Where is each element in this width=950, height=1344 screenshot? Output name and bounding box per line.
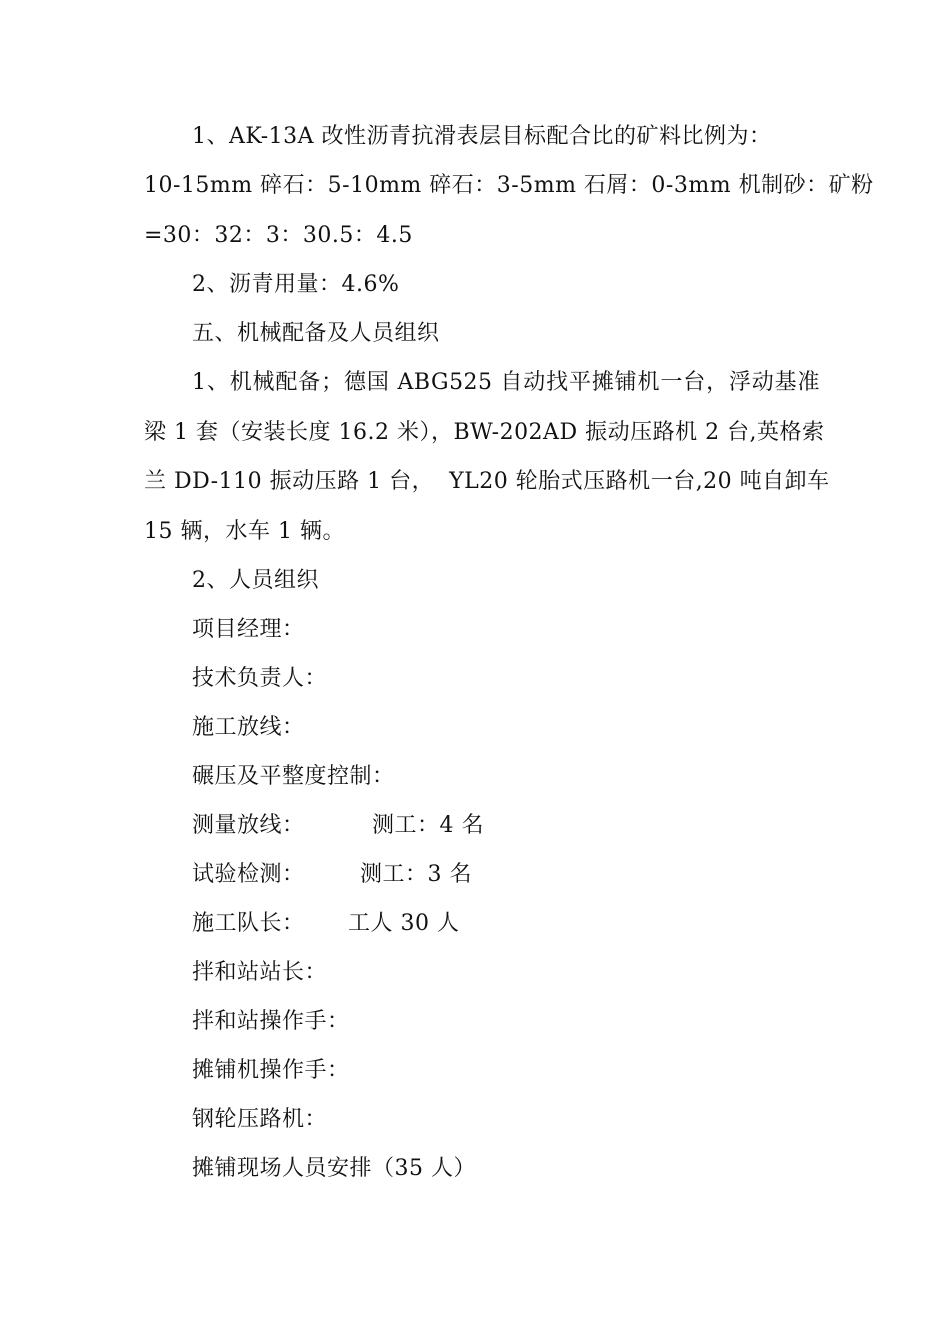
equipment-paragraph-line2: 梁 1 套（安装长度 16.2 米），BW-202AD 振动压路机 2 台,英格索 (144, 420, 825, 445)
equipment-paragraph-line3: 兰 DD-110 振动压路 1 台， YL20 轮胎式压路机一台,20 吨自卸车 (144, 469, 830, 494)
staff-paver-operator: 摊铺机操作手： (192, 1058, 350, 1083)
staff-testing-label: 试验检测： (192, 862, 305, 887)
staff-project-manager: 项目经理： (192, 617, 305, 642)
staff-team-leader-label: 施工队长： (192, 911, 305, 936)
section-title-equipment-staff: 五、机械配备及人员组织 (192, 321, 440, 346)
staff-steel-roller: 钢轮压路机： (192, 1107, 328, 1132)
staff-survey-label: 测量放线： (192, 813, 305, 838)
staff-mixing-operator: 拌和站操作手： (192, 1009, 350, 1034)
staff-compaction-control: 碾压及平整度控制： (192, 764, 395, 789)
mix-ratio-materials: 10-15mm 碎石：5-10mm 碎石：3-5mm 石屑：0-3mm 机制砂：矿粉 (144, 173, 874, 198)
mix-ratio-values: =30：32：3：30.5：4.5 (144, 223, 413, 248)
staff-team-leader-value: 工人 30 人 (348, 911, 460, 936)
staff-construction-layout: 施工放线： (192, 715, 305, 740)
equipment-paragraph-line4: 15 辆，水车 1 辆。 (144, 519, 345, 544)
staff-testing-value: 测工：3 名 (360, 862, 472, 887)
asphalt-content: 2、沥青用量：4.6% (192, 272, 400, 297)
mix-ratio-heading: 1、AK-13A 改性沥青抗滑表层目标配合比的矿料比例为： (192, 124, 772, 149)
staff-paving-staffing: 摊铺现场人员安排（35 人） (192, 1156, 476, 1181)
staff-tech-lead: 技术负责人： (192, 666, 328, 691)
equipment-paragraph-line1: 1、机械配备；德国 ABG525 自动找平摊铺机一台，浮动基准 (192, 370, 820, 395)
staff-mixing-station-head: 拌和站站长： (192, 960, 328, 985)
staff-survey-value: 测工：4 名 (372, 813, 484, 838)
staff-organization-title: 2、人员组织 (192, 568, 319, 593)
